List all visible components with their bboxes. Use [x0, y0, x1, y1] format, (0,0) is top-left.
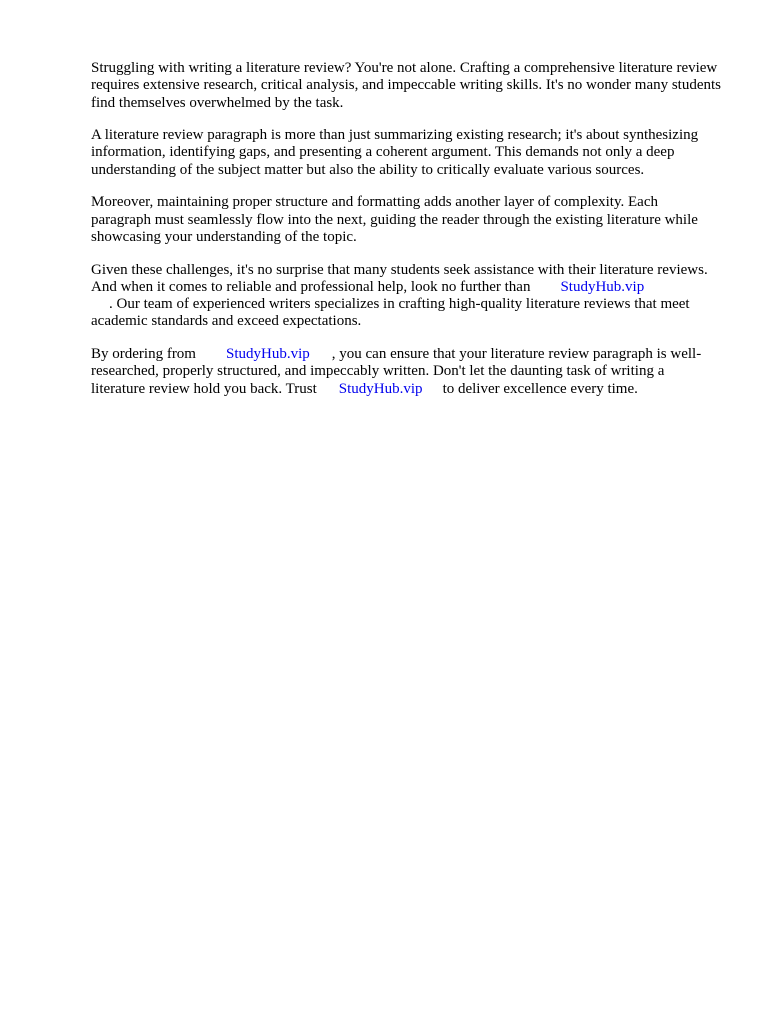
studyhub-link[interactable]: StudyHub.vip [338, 380, 423, 397]
paragraph-ordering-text-after: to deliver excellence every time. [442, 380, 638, 397]
document-body [91, 60, 721, 413]
paragraph-ordering [91, 346, 721, 398]
studyhub-link[interactable]: StudyHub.vip [560, 278, 645, 295]
paragraph-structure: Moreover, maintaining proper structure and formatting adds another layer of complexity. Each paragraph must seamlessly flow into the next, guiding the reader through the existing literature while showcasing your understanding of the topic. [91, 194, 698, 245]
studyhub-link[interactable]: StudyHub.vip [225, 346, 310, 363]
paragraph-assistance-text-before: Given these challenges, it's no surprise that many students seek assistance with their literature reviews. And when it comes to reliable and professional help, look no further than [91, 261, 708, 295]
paragraph-intro: Struggling with writing a literature review? You're not alone. Crafting a comprehensive literature review requires extensive research, critical analysis, and impeccable writing skills. It's no wonder many students find themselves overwhelmed by the task. [91, 60, 722, 111]
paragraph-assistance-text-after: . Our team of experienced writers specializes in crafting high-quality literature reviews that meet academic standards and exceed expectations. [91, 296, 690, 330]
paragraph-ordering-text-before: By ordering from [91, 346, 196, 363]
paragraph-ordering-text-middle: , you can ensure that your literature review paragraph is well-researched, properly structured, and impeccably written. Don't let the daunting task of writing a literature review hold you back. Trust [91, 346, 702, 397]
paragraph-assistance [91, 262, 721, 331]
paragraph-synthesis: A literature review paragraph is more than just summarizing existing research; it's about synthesizing information, identifying gaps, and presenting a coherent argument. This demands not only a deep understanding of the subject matter but also the ability to critically evaluate various sources. [91, 127, 699, 178]
